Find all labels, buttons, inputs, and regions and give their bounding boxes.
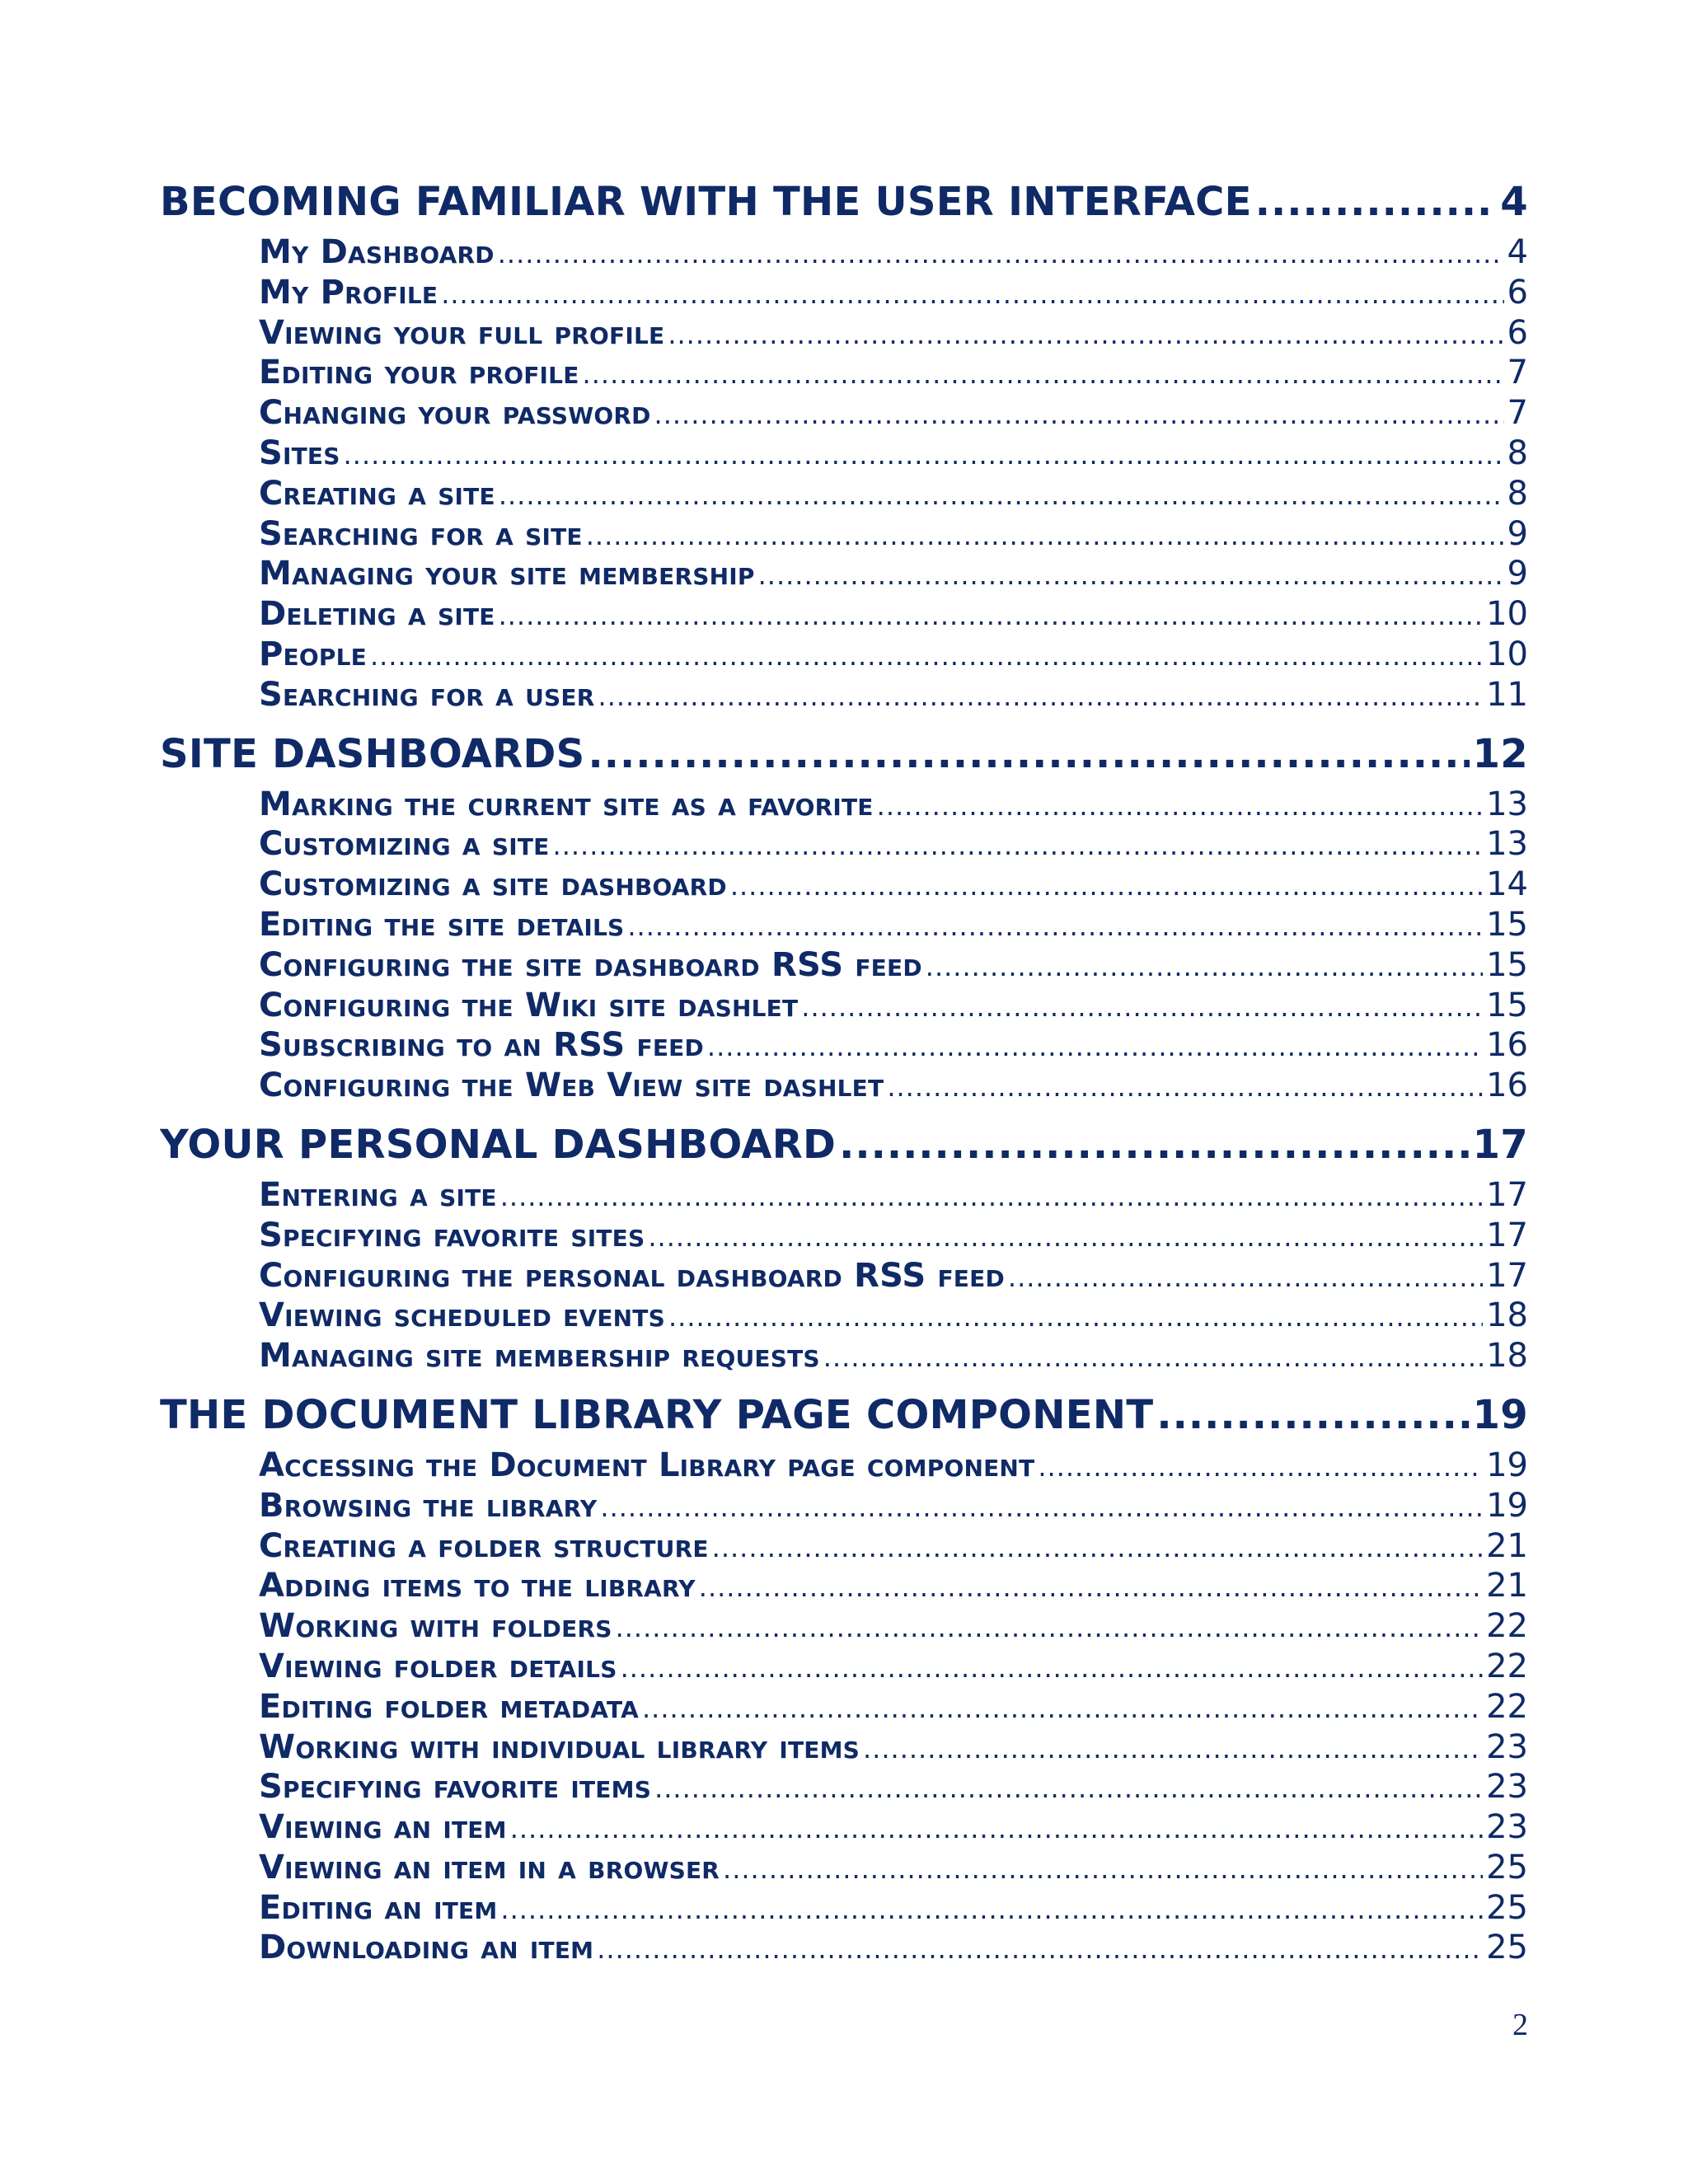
toc-chapter-heading[interactable] — [160, 1116, 1528, 1174]
toc-entry[interactable] — [259, 1687, 1528, 1727]
dot-leader — [668, 315, 1503, 354]
entry-page-number: 15 — [1486, 986, 1528, 1024]
chapter-page-number: 19 — [1472, 1391, 1528, 1438]
dot-leader — [1038, 1447, 1483, 1486]
toc-entry[interactable] — [259, 273, 1528, 313]
entry-title: Customizing a site dashboard — [259, 865, 727, 904]
dot-leader — [498, 234, 1504, 273]
toc-entry[interactable] — [259, 905, 1528, 945]
entry-page-number: 16 — [1486, 1066, 1528, 1105]
toc-entry[interactable] — [259, 594, 1528, 635]
entry-title: Working with individual library items — [259, 1727, 860, 1766]
toc-entry[interactable] — [259, 554, 1528, 594]
toc-entry[interactable] — [259, 1647, 1528, 1687]
chapter-title: BECOMING FAMILIAR WITH THE USER INTERFACE — [160, 179, 1252, 225]
toc-entry[interactable] — [259, 1336, 1528, 1376]
entry-page-number: 23 — [1486, 1808, 1528, 1847]
entry-title: My Dashboard — [259, 233, 495, 271]
entry-title: Browsing the library — [259, 1486, 598, 1525]
entry-title: Creating a folder structure — [259, 1526, 709, 1565]
toc-entry[interactable] — [259, 393, 1528, 434]
entry-title: Viewing an item — [259, 1808, 507, 1847]
entry-title: Configuring the Web View site dashlet — [259, 1066, 884, 1105]
entry-page-number: 15 — [1486, 905, 1528, 944]
dot-leader — [553, 826, 1484, 865]
dot-leader — [499, 596, 1484, 635]
dot-leader — [723, 1849, 1483, 1888]
entry-page-number: 25 — [1486, 1888, 1528, 1927]
chapter-title: THE DOCUMENT LIBRARY PAGE COMPONENT — [160, 1391, 1154, 1438]
toc-section — [160, 173, 1528, 715]
chapter-title: YOUR PERSONAL DASHBOARD — [160, 1121, 837, 1168]
entry-page-number: 25 — [1486, 1929, 1528, 1967]
entry-page-number: 7 — [1507, 394, 1528, 433]
dot-leader — [712, 1528, 1483, 1567]
entry-title: Changing your password — [259, 394, 651, 433]
table-of-contents — [160, 173, 1528, 1978]
entry-page-number: 8 — [1507, 474, 1528, 513]
entry-title: Editing folder metadata — [259, 1687, 639, 1726]
dot-leader — [621, 1648, 1484, 1687]
dot-leader — [499, 476, 1504, 514]
entry-page-number: 6 — [1507, 313, 1528, 352]
dot-leader — [627, 907, 1483, 945]
entry-page-number: 18 — [1486, 1296, 1528, 1335]
entry-page-number: 23 — [1486, 1768, 1528, 1807]
toc-entry[interactable] — [259, 945, 1528, 986]
entry-page-number: 13 — [1486, 785, 1528, 823]
entry-title: Editing an item — [259, 1888, 498, 1927]
toc-entry[interactable] — [259, 1727, 1528, 1768]
entry-page-number: 10 — [1486, 635, 1528, 673]
entry-title: Downloading an item — [259, 1929, 594, 1967]
dot-leader — [586, 516, 1504, 555]
toc-entry[interactable] — [259, 1807, 1528, 1848]
dot-leader — [863, 1729, 1483, 1768]
toc-entry[interactable] — [259, 1486, 1528, 1526]
entry-title: Creating a site — [259, 474, 495, 513]
dot-leader — [441, 274, 1503, 313]
dot-leader — [1008, 1258, 1483, 1296]
dot-leader — [510, 1809, 1483, 1848]
dot-leader — [648, 1217, 1483, 1256]
toc-chapter-heading[interactable] — [160, 725, 1528, 783]
dot-leader — [654, 1769, 1483, 1807]
toc-entry[interactable] — [259, 675, 1528, 715]
toc-chapter-heading[interactable] — [160, 1386, 1528, 1444]
entry-page-number: 14 — [1486, 865, 1528, 904]
dot-leader — [500, 1177, 1483, 1216]
entry-title: Specifying favorite items — [259, 1768, 652, 1807]
chapter-page-number: 12 — [1472, 730, 1528, 777]
entry-page-number: 23 — [1486, 1727, 1528, 1766]
toc-entry[interactable] — [259, 986, 1528, 1026]
entry-page-number: 11 — [1486, 675, 1528, 714]
toc-entry[interactable] — [259, 1848, 1528, 1888]
toc-entry[interactable] — [259, 1606, 1528, 1647]
entry-page-number: 13 — [1486, 825, 1528, 864]
entry-title: Working with folders — [259, 1607, 612, 1646]
entry-title: Managing your site membership — [259, 555, 755, 593]
entry-title: Configuring the site dashboard RSS feed — [259, 945, 922, 984]
entry-page-number: 15 — [1486, 945, 1528, 984]
entry-title: Managing site membership requests — [259, 1337, 820, 1376]
entry-page-number: 21 — [1486, 1567, 1528, 1605]
entry-page-number: 18 — [1486, 1337, 1528, 1376]
toc-entry[interactable] — [259, 1025, 1528, 1066]
toc-entry[interactable] — [259, 434, 1528, 474]
entry-title: Adding items to the library — [259, 1567, 696, 1605]
entry-title: Searching for a user — [259, 675, 595, 714]
toc-entry[interactable] — [259, 1256, 1528, 1296]
entry-page-number: 21 — [1486, 1526, 1528, 1565]
entry-title: Searching for a site — [259, 514, 583, 553]
dot-leader — [642, 1689, 1483, 1727]
toc-entry[interactable] — [259, 1296, 1528, 1336]
toc-section — [160, 1386, 1528, 1968]
toc-entry[interactable] — [259, 1526, 1528, 1567]
entry-page-number: 19 — [1486, 1446, 1528, 1484]
entry-page-number: 17 — [1486, 1175, 1528, 1214]
dot-leader — [344, 435, 1504, 474]
entry-title: Specifying favorite sites — [259, 1216, 645, 1254]
entry-title: Customizing a site — [259, 825, 550, 864]
entry-page-number: 22 — [1486, 1647, 1528, 1685]
toc-entry[interactable] — [259, 1767, 1528, 1807]
entry-page-number: 17 — [1486, 1216, 1528, 1254]
dot-leader — [583, 354, 1504, 393]
toc-entry[interactable] — [259, 1888, 1528, 1929]
dot-leader — [699, 1568, 1483, 1606]
dot-leader — [926, 947, 1483, 986]
dot-leader — [823, 1338, 1483, 1376]
entry-title: Deleting a site — [259, 595, 495, 634]
dot-leader — [654, 395, 1504, 434]
toc-entry[interactable] — [259, 474, 1528, 514]
dot-leader — [1255, 173, 1498, 231]
toc-chapter-heading[interactable] — [160, 173, 1528, 231]
entry-title: Viewing an item in a browser — [259, 1848, 720, 1886]
entry-title: Editing the site details — [259, 905, 625, 944]
entry-page-number: 17 — [1486, 1256, 1528, 1295]
entry-page-number: 16 — [1486, 1026, 1528, 1065]
entry-title: Configuring the Wiki site dashlet — [259, 986, 799, 1024]
dot-leader — [598, 677, 1484, 715]
chapter-page-number: 4 — [1500, 179, 1528, 225]
dot-leader — [801, 987, 1483, 1026]
entry-page-number: 19 — [1486, 1486, 1528, 1525]
entry-title: Subscribing to an RSS feed — [259, 1026, 704, 1065]
toc-entry[interactable] — [259, 824, 1528, 865]
toc-entry[interactable] — [259, 313, 1528, 354]
dot-leader — [668, 1297, 1483, 1336]
toc-entry[interactable] — [259, 1566, 1528, 1606]
toc-entry[interactable] — [259, 1446, 1528, 1486]
toc-section — [160, 725, 1528, 1106]
toc-entry[interactable] — [259, 232, 1528, 273]
dot-leader — [616, 1608, 1484, 1647]
toc-entry[interactable] — [259, 514, 1528, 555]
entry-page-number: 25 — [1486, 1848, 1528, 1886]
toc-entry[interactable] — [259, 1066, 1528, 1106]
toc-entry[interactable] — [259, 635, 1528, 675]
dot-leader — [877, 786, 1483, 825]
entry-page-number: 9 — [1507, 555, 1528, 593]
entry-title: Marking the current site as a favorite — [259, 785, 874, 823]
entry-title: Editing your profile — [259, 354, 579, 392]
entry-page-number: 22 — [1486, 1687, 1528, 1726]
toc-entry[interactable] — [259, 353, 1528, 393]
dot-leader — [500, 1890, 1483, 1929]
toc-entry[interactable] — [259, 1175, 1528, 1216]
entry-title: People — [259, 635, 367, 673]
toc-section — [160, 1116, 1528, 1376]
entry-title: Viewing your full profile — [259, 313, 665, 352]
entry-page-number: 10 — [1486, 595, 1528, 634]
entry-page-number: 9 — [1507, 514, 1528, 553]
entry-page-number: 22 — [1486, 1607, 1528, 1646]
toc-entry[interactable] — [259, 785, 1528, 825]
page-number: 2 — [1512, 2008, 1528, 2042]
dot-leader — [730, 866, 1483, 905]
dot-leader — [1156, 1386, 1469, 1444]
entry-title: Configuring the personal dashboard RSS feed — [259, 1256, 1005, 1295]
entry-title: Accessing the Document Library page component — [259, 1446, 1035, 1484]
toc-entry[interactable] — [259, 1928, 1528, 1968]
toc-entry[interactable] — [259, 865, 1528, 905]
entry-page-number: 4 — [1507, 233, 1528, 271]
entry-page-number: 6 — [1507, 273, 1528, 312]
entry-title: Viewing scheduled events — [259, 1296, 665, 1335]
entry-title: Entering a site — [259, 1175, 497, 1214]
chapter-title: SITE DASHBOARDS — [160, 730, 585, 777]
dot-leader — [707, 1027, 1483, 1066]
entry-page-number: 8 — [1507, 434, 1528, 472]
entry-title: Viewing folder details — [259, 1647, 617, 1685]
entry-title: My Profile — [259, 273, 438, 312]
dot-leader — [600, 1488, 1483, 1526]
dot-leader — [588, 725, 1470, 783]
chapter-page-number: 17 — [1472, 1121, 1528, 1168]
dot-leader — [370, 636, 1483, 675]
dot-leader — [758, 555, 1504, 594]
entry-page-number: 7 — [1507, 354, 1528, 392]
entry-title: Sites — [259, 434, 340, 472]
dot-leader — [839, 1116, 1469, 1174]
toc-entry[interactable] — [259, 1216, 1528, 1256]
dot-leader — [597, 1929, 1483, 1968]
dot-leader — [887, 1067, 1483, 1106]
